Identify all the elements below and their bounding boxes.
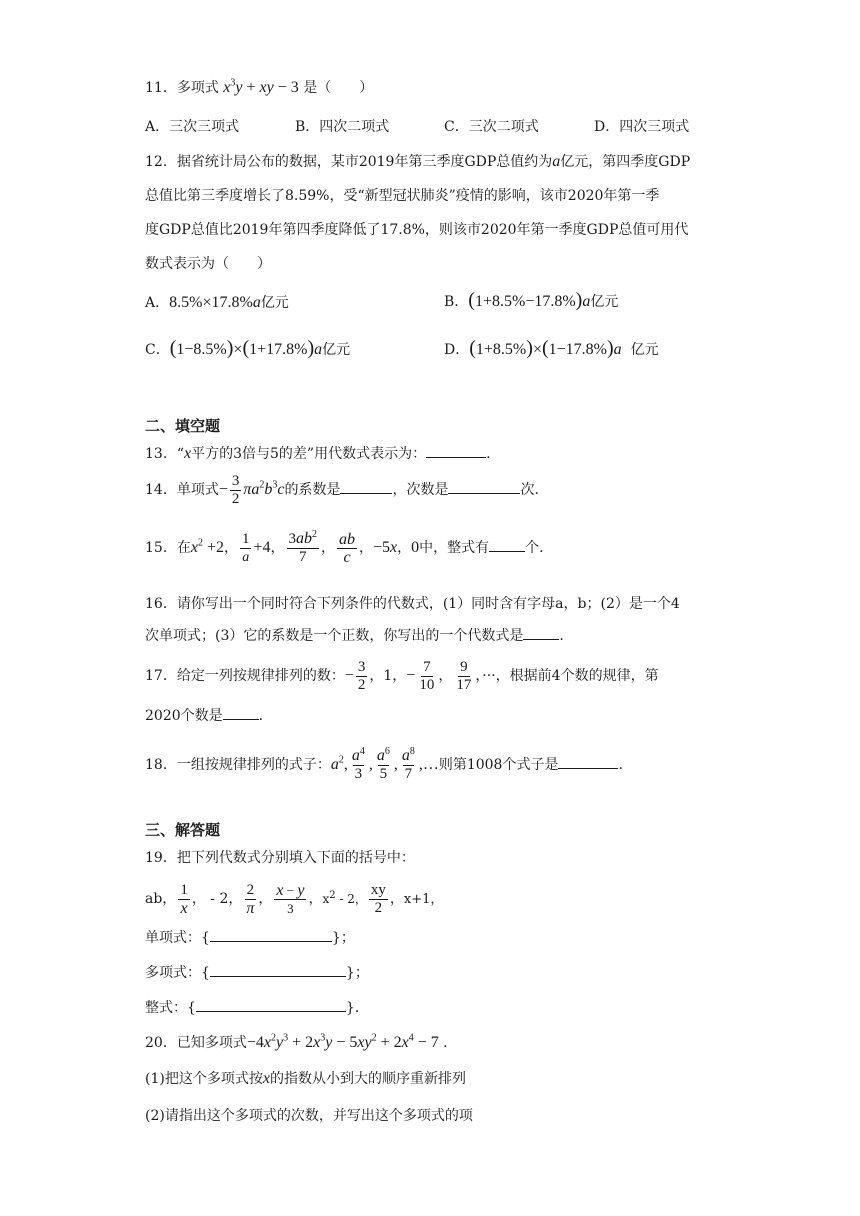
q11-option-a: A．三次三项式 <box>145 119 240 135</box>
question-11: 11．多项式 $x^3y$ + xy − 3 是（ ） <box>145 77 374 96</box>
answer-blank[interactable] <box>426 443 486 458</box>
polynomial-blank[interactable] <box>210 962 346 977</box>
var-a: a <box>552 153 561 170</box>
question-17-line2: 2020个数是 . <box>145 705 263 726</box>
answer-blank[interactable] <box>340 479 392 494</box>
q11-option-c: C．三次二项式 <box>444 119 539 135</box>
answer-blank[interactable] <box>448 479 520 494</box>
answer-blank[interactable] <box>223 705 259 720</box>
question-19-expressions: ab， $\frac{1}{x}$ ， - 2， $\frac{2}{\pi}$ ， $\frac{x - y}{3}$ ，$x^2 - 2$， $\frac{xy}{2}$ ，x+1， <box>145 881 444 917</box>
q19-polynomial-row: 多项式：{ }； <box>145 962 369 983</box>
question-16-line2: 次单项式；(3）它的系数是一个正数，你写出的一个代数式是 . <box>145 625 564 646</box>
q12-option-c: C．(1−8.5%)×(1+17.8%)a亿元 <box>145 337 351 359</box>
question-12-line4: 数式表示为（ ） <box>145 256 271 272</box>
question-19-line1: 19．把下列代数式分别填入下面的括号中： <box>145 850 415 866</box>
question-15: 15．在$x^2 +2$， $\frac{1}{a}$ +4， $\frac{3ab^2}{7}$ ， $\frac{ab}{c}$ ，−5x，0中，整式有 个. <box>145 529 544 566</box>
question-17-line1: 17．给定一列按规律排列的数：− $\frac{3}{2}$ ，1，− $\frac{7}{10}$ ， $\frac{9}{17}$ ，···，根据前4个数的规律，第 <box>145 658 659 693</box>
question-14: 14．单项式− $\frac{3}{2}$ $\pi a^2b^3c$的系数是 ，次数是 次. <box>145 472 539 507</box>
question-12-line3: 度GDP总值比2019年第四季度降低了17.8%，则该市2020年第一季度GDP总值可用代 <box>145 222 689 238</box>
question-18: 18．一组按规律排列的式子：$a^2$, $\frac{a^4}{3}$ , $\frac{a^6}{5}$ , $\frac{a^8}{7}$ ,…则第1008个式子是 . <box>145 746 623 782</box>
q19-integral-row: 整式：{ }． <box>145 997 369 1018</box>
answer-blank[interactable] <box>489 537 525 552</box>
section-fill-in-title: 二、填空题 <box>145 417 221 435</box>
q11-option-d: D．四次三项式 <box>594 119 690 135</box>
question-13: 13．“x平方的3倍与5的差”用代数式表示为： . <box>145 445 491 462</box>
q12-option-d: D．(1+8.5%)×(1−17.8%)a 亿元 <box>444 337 659 359</box>
q20-part1: (1)把这个多项式按x的指数从小到大的顺序重新排列 <box>145 1070 466 1087</box>
section-answer-title: 三、解答题 <box>145 821 221 839</box>
q20-polynomial: $-4x^2y^3 + 2x^3y - 5xy^2 + 2x^4 - 7$ <box>246 1032 439 1051</box>
answer-blank[interactable] <box>558 754 618 769</box>
question-16-line1: 16．请你写出一个同时符合下列条件的代数式，(1）同时含有字母a，b；(2）是一个4 <box>145 596 680 612</box>
q12-option-b: B．(1+8.5%−17.8%)a亿元 <box>444 289 619 311</box>
monomial-blank[interactable] <box>210 927 332 942</box>
q11-option-b: B．四次二项式 <box>295 119 390 135</box>
q12-option-a: A．8.5%×17.8%a亿元 <box>145 294 289 311</box>
integral-blank[interactable] <box>196 997 346 1012</box>
q20-part2: (2)请指出这个多项式的次数，并写出这个多项式的项 <box>145 1108 473 1124</box>
question-12-line1: 12．据省统计局公布的数据，某市2019年第三季度GDP总值约为a亿元，第四季度GDP <box>145 153 691 170</box>
q19-monomial-row: 单项式：{ }； <box>145 927 355 948</box>
question-12-line2: 总值比第三季度增长了8.59%，受“新型冠状肺炎”疫情的影响，该市2020年第一季 <box>145 188 660 204</box>
answer-blank[interactable] <box>523 625 559 640</box>
question-20: 20．已知多项式$-4x^2y^3 + 2x^3y - 5xy^2 + 2x^4 - 7$ . <box>145 1032 448 1051</box>
q11-expression: $x^3y$ + xy − 3 <box>223 77 299 96</box>
